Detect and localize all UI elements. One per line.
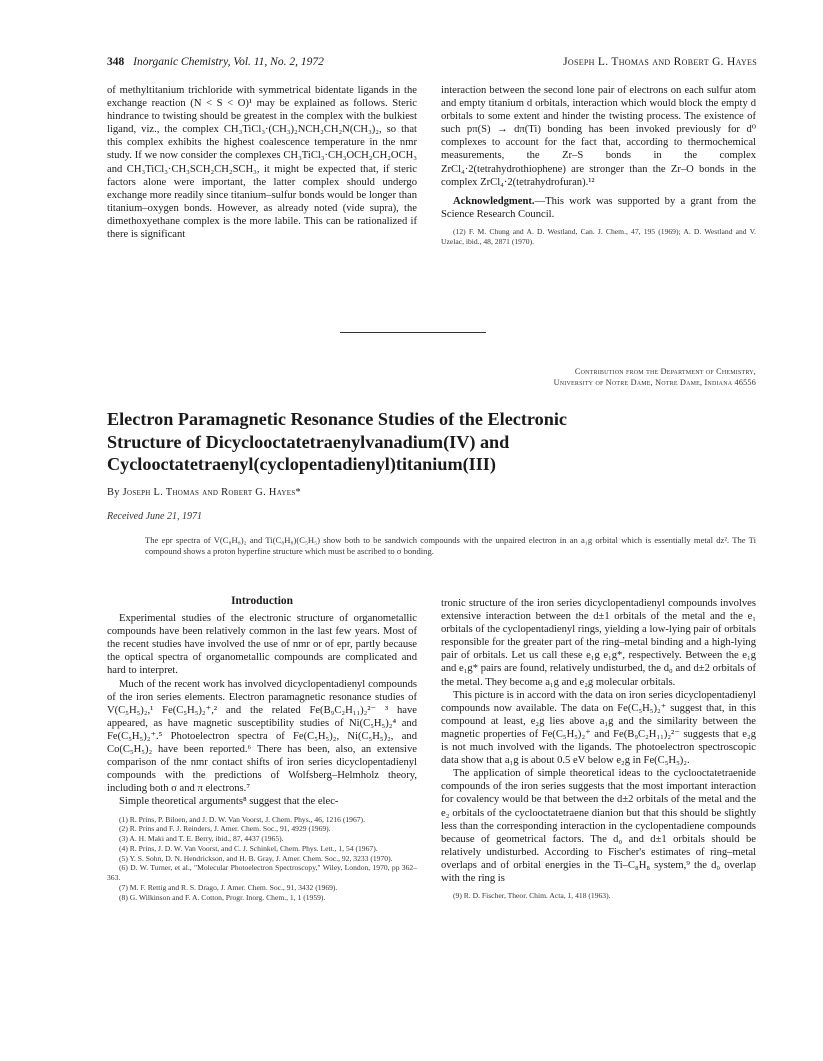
acknowledgment-label: Acknowledgment. [453,195,535,207]
body-paragraph: Experimental studies of the electronic structure of organometallic compounds have been relatively common in the last few years. Most of the recent studies have involved the use of nmr or of epr, partly because the optical spectra of organometallic compounds are complicated and hard to interpret. [107,613,417,677]
body-paragraph: Simple theoretical arguments⁸ suggest that the elec- [119,796,339,808]
prev-article-paragraph: interaction between the second lone pair of electrons on each sulfur atom and empty titanium d orbitals, interaction which would block the empty d orbitals to some extent and hinder the twisting process. The existence of such pπ(S) → dπ(Ti) bonding has been invoked previously for d⁰ complexes to account for the fact that, according to thermochemical measurements, the Zr–S bonds in the complex ZrCl₄·2(tetrahydrothiophene) are stronger than the Zr–O bonds in the complex ZrCl₄·2(tetrahydrofuran).¹² [441,85,756,188]
footnote: (8) G. Wilkinson and F. A. Cotton, Progr. Inorg. Chem., 1, 1 (1959). [119,892,326,902]
article-title [107,408,757,476]
article-left-column [107,595,417,903]
body-paragraph: Much of the recent work has involved dicyclopentadienyl compounds of the iron series elements. Electron paramagnetic resonance studies of V(C₅H₅)₂,¹ Fe(C₅H₅)₂⁺,² and the related Fe(B₉C₂H₁₁)₂²⁻ ³ have appeared, as have magnetic susceptibility studies of Ni(C₅H₅)₂⁴ and Fe(C₅H₅)₂⁺.⁵ Photoelectron spectra of Fe(C₅H₅)₂, Ni(C₅H₅)₂, and Co(C₅H₅)₂ have been reported.⁶ There has been, also, an extensive comparison of the nmr contact shifts of iron series dicyclopentadienyl compounds with the predictions of Wolfsberg–Helmholz theory, including both σ and π electrons.⁷ [107,678,417,795]
footnote: (3) A. H. Maki and T. E. Berry, ibid., 87, 4437 (1965). [119,834,284,844]
prev-article-left-column [107,84,417,241]
byline-and: and [202,487,219,498]
acknowledgment-text: —This work was supported by a grant from the Science Research Council. [441,195,756,220]
prev-article-right-column [441,84,756,247]
body-paragraph: tronic structure of the iron series dicyclopentadienyl compounds involves extensive interaction between the d±1 orbitals of the metal and the e₁ orbitals of the cyclopentadienyl rings, yielding a low-lying pair of orbitals responsible for the greater part of the ring–metal binding and a high-lying pair of orbitals. Let us call these e₁g e₁g*, respectively. Between the e₁g and e₁g* pairs are found, relatively undisturbed, the d₀ and d±2 orbitals of the metal. They become a₁g and e₂g molecular orbitals. [441,598,756,688]
article-right-column [441,597,756,901]
footnote: (7) M. F. Rettig and R. S. Drago, J. Amer. Chem. Soc., 91, 3432 (1969). [119,883,338,893]
section-heading: Introduction [231,595,293,607]
running-head [107,56,757,72]
contribution-affiliation [441,366,756,388]
acknowledgment [441,195,756,221]
section-divider [340,332,486,333]
footnote: (6) D. W. Turner, et al., "Molecular Photoelectron Spectroscopy," Wiley, London, 1970, pp 362–363. [107,863,417,883]
footnote: (5) Y. S. Sohn, D. N. Hendrickson, and H. B. Gray, J. Amer. Chem. Soc., 92, 3233 (1970). [119,853,393,863]
footnote: (4) R. Prins, J. D. W. Van Voorst, and C. J. Schinkel, Chem. Phys. Lett., 1, 54 (1967). [119,843,378,853]
running-head-authors: Joseph L. Thomas and Robert G. Hayes [563,56,757,68]
author-name: Robert G. Hayes* [221,487,302,498]
author-name: Joseph L. Thomas [122,487,200,498]
contribution-line: University of Notre Dame, Notre Dame, Indiana 46556 [553,378,756,387]
title-line: Electron Paramagnetic Resonance Studies of the Electronic [107,409,568,429]
contribution-line: Contribution from the Department of Chemistry, [574,367,756,376]
received-date: Received June 21, 1971 [107,511,202,522]
body-paragraph: This picture is in accord with the data on iron series dicyclopentadienyl compounds now available. The data on Fe(C₅H₅)₂⁺ suggest that, in this compound at least, e₂g lies above a₁g and the similarity between the magnetic properties of Fe(C₅H₅)₂⁺ and Fe(B₉C₂H₁₁)₂²⁻ suggests that e₂g is not much involved with the ligands. The photoelectron spectroscopic data show that a₁g is about 0.5 eV below e₂g in Fe(C₅H₅)₂. [441,689,756,767]
title-line: Structure of Dicyclooctatetraenylvanadium(IV) and [107,431,510,452]
prev-article-paragraph: of methyltitanium trichloride with symmetrical bidentate ligands in the exchange reaction (N < S < O)¹ may be explained as follows. Steric hindrance to twisting should be greatest in the complex with the bulkiest ligand, viz., the complex CH₃TiCl₃·(CH₃)₂NCH₂CH₂N(CH₃)₂, so that this complex exhibits the highest coalescence temperature in the nmr study. If we now consider the complexes CH₃TiCl₃·CH₃OCH₂CH₂OCH₃ and CH₃TiCl₃·CH₃SCH₂CH₂SCH₃, it might be expected that, if steric factors alone were important, the latter complex should undergo exchange more readily since titanium–sulfur bonds would be longer than titanium–oxygen bonds. However, as already noted (vide supra), the dimethoxyethane complex is the more labile. This can be rationalized if there is significant [107,85,417,241]
footnote: (1) R. Prins, P. Biloen, and J. D. W. Van Voorst, J. Chem. Phys., 46, 1216 (1967). [119,814,365,824]
page-number: 348 [107,56,125,68]
footnote: (12) F. M. Chung and A. D. Westland, Can. J. Chem., 47, 195 (1969); A. D. Westland and V. Uzelac, ibid., 48, 2871 (1970). [441,226,756,246]
abstract: The epr spectra of V(C₈H₈)₂ and Ti(C₈H₈)(C₅H₅) show both to be sandwich compounds with the unpaired electron in an a₁g orbital which is essentially metal dz². The Ti compound shows a proton hyperfine structure which must be ascribed to σ bonding. [145,535,756,557]
body-paragraph: The application of simple theoretical ideas to the cyclooctatetraenide compounds of the iron series suggests that the most important interaction for covalency would be that between the d±2 orbitals of the metal and the e₂ orbitals of the cyclooctatetraene dianion but that this should be slightly less than the corresponding interaction in the cyclopentadiene compounds because of geometrical factors. The d₀ and d±1 orbitals should be relatively undisturbed. According to Fischer's estimates of ring–metal overlaps and of orbital energies in the Ti–C₈H₈ system,⁹ the d₀ overlap with the ring is [441,768,756,884]
journal-citation: Inorganic Chemistry, Vol. 11, No. 2, 1972 [133,56,324,68]
title-line: Cyclooctatetraenyl(cyclopentadienyl)titanium(III) [107,454,496,474]
footnote: (9) R. D. Fischer, Theor. Chim. Acta, 1, 418 (1963). [453,891,611,901]
byline-by: By [107,487,120,498]
byline [107,487,301,498]
footnote: (2) R. Prins and F. J. Reinders, J. Amer. Chem. Soc., 91, 4929 (1969). [119,824,331,834]
